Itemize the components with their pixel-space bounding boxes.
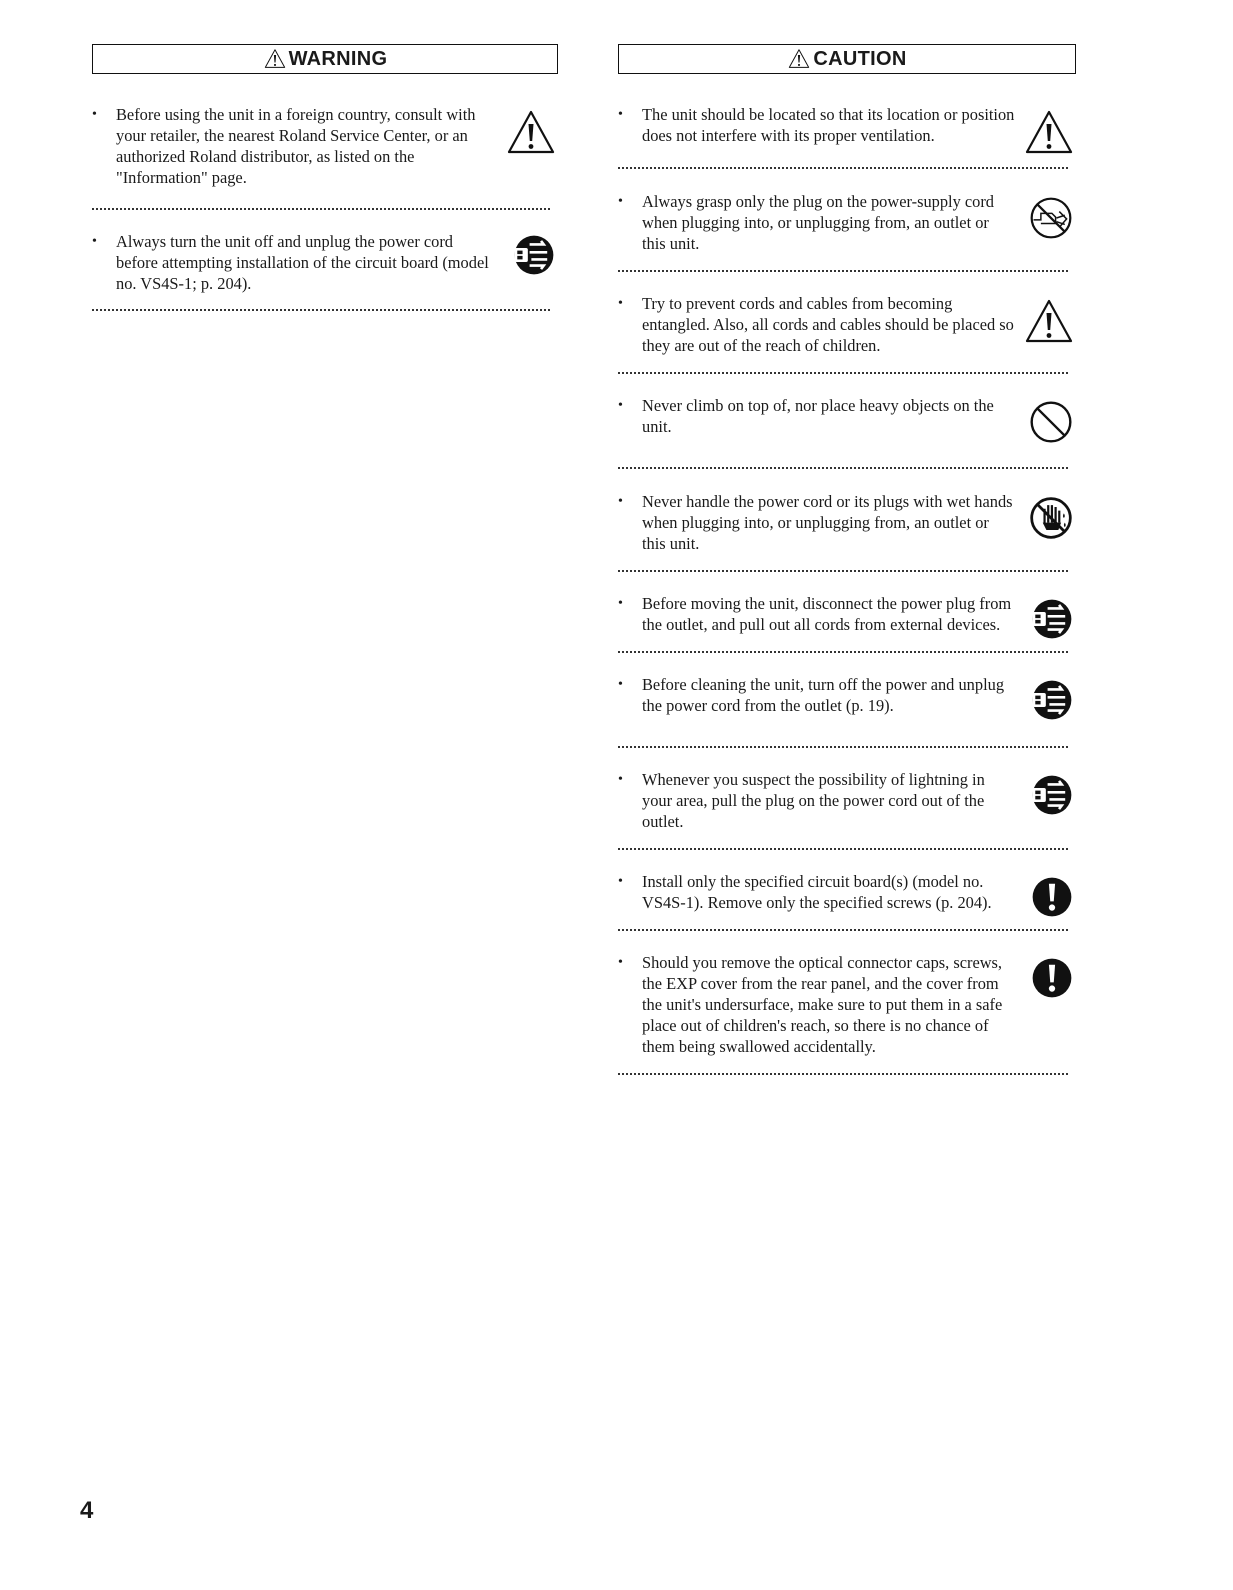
unplug-icon	[1030, 597, 1074, 641]
item-text: The unit should be located so that its location or position does not interfere with its proper ventilation.	[642, 105, 1015, 145]
list-item: • Before moving the unit, disconnect the power plug from the outlet, and pull out all cords from external devices.	[618, 593, 1076, 635]
divider	[92, 208, 550, 210]
item-text: Try to prevent cords and cables from becoming entangled. Also, all cords and cables should be placed so they are out of the reach of children.	[642, 294, 1014, 355]
unplug-icon	[1030, 773, 1074, 817]
item-text: Never handle the power cord or its plugs with wet hands when plugging into, or unplugging from, an outlet or this unit.	[642, 492, 1013, 553]
list-item: • Always turn the unit off and unplug the power cord before attempting installation of the circuit board (model no. VS4S-1; p. 204).	[92, 231, 558, 294]
mandatory-action-icon	[1030, 956, 1074, 1000]
divider	[618, 746, 1068, 748]
item-text: Before moving the unit, disconnect the power plug from the outlet, and pull out all cords from external devices.	[642, 594, 1012, 634]
list-item: • Whenever you suspect the possibility of lightning in your area, pull the plug on the power cord out of the outlet.	[618, 769, 1076, 832]
item-text: Whenever you suspect the possibility of lightning in your area, pull the plug on the power cord out of the outlet.	[642, 770, 985, 831]
caution-triangle-icon	[1024, 297, 1074, 347]
list-item: • Never climb on top of, nor place heavy objects on the unit.	[618, 395, 1076, 437]
divider	[618, 167, 1068, 169]
list-item: • Should you remove the optical connector caps, screws, the EXP cover from the rear panel, and the cover from the unit's undersurface, make sure to put them in a safe place out of children's reach, so there is no chance of them being swallowed accidentally.	[618, 952, 1076, 1057]
caution-title: CAUTION	[813, 47, 907, 70]
caution-triangle-icon	[506, 108, 556, 158]
mandatory-action-icon	[1030, 875, 1074, 919]
item-text: Install only the specified circuit board(s) (model no. VS4S-1). Remove only the specified screws (p. 204).	[642, 872, 992, 912]
warning-header	[92, 44, 558, 74]
divider	[92, 309, 550, 311]
item-text: Should you remove the optical connector caps, screws, the EXP cover from the rear panel, and the cover from the unit's undersurface, make sure to put them in a safe place out of children's reach, so there is no chance of them being swallowed accidentally.	[642, 953, 1003, 1056]
prohibited-icon	[1028, 399, 1074, 445]
list-item: • Never handle the power cord or its plugs with wet hands when plugging into, or unplugging from, an outlet or this unit.	[618, 491, 1076, 554]
warning-column	[92, 44, 558, 311]
list-item: • Try to prevent cords and cables from becoming entangled. Also, all cords and cables should be placed so they are out of the reach of children.	[618, 293, 1076, 356]
item-text: Before using the unit in a foreign country, consult with your retailer, the nearest Roland Service Center, or an authorized Roland distributor, as listed on the "Information" page.	[116, 105, 476, 187]
divider	[618, 848, 1068, 850]
item-text: Always turn the unit off and unplug the power cord before attempting installation of the circuit board (model no. VS4S-1; p. 204).	[116, 232, 489, 293]
divider	[618, 372, 1068, 374]
caution-column	[618, 44, 1076, 1075]
caution-header	[618, 44, 1076, 74]
divider	[618, 1073, 1068, 1075]
item-text: Before cleaning the unit, turn off the power and unplug the power cord from the outlet (p. 19).	[642, 675, 1005, 715]
list-item: • Install only the specified circuit board(s) (model no. VS4S-1). Remove only the specified screws (p. 204).	[618, 871, 1076, 913]
divider	[618, 929, 1068, 931]
list-item: • Before cleaning the unit, turn off the power and unplug the power cord from the outlet (p. 19).	[618, 674, 1076, 716]
caution-triangle-icon	[263, 48, 287, 70]
item-text: Never climb on top of, nor place heavy objects on the unit.	[642, 396, 994, 436]
divider	[618, 570, 1068, 572]
divider	[618, 270, 1068, 272]
list-item: • Always grasp only the plug on the power-supply cord when plugging into, or unplugging from, an outlet or this unit.	[618, 191, 1076, 254]
page-number: 4	[80, 1497, 94, 1524]
caution-triangle-icon	[1024, 108, 1074, 158]
divider	[618, 651, 1068, 653]
no-wet-hands-icon	[1028, 495, 1074, 541]
unplug-icon	[512, 233, 556, 277]
caution-triangle-icon	[787, 48, 811, 70]
divider	[618, 467, 1068, 469]
item-text: Always grasp only the plug on the power-supply cord when plugging into, or unplugging from, an outlet or this unit.	[642, 192, 995, 253]
warning-title: WARNING	[288, 47, 388, 70]
no-pull-cord-icon	[1028, 195, 1074, 241]
unplug-icon	[1030, 678, 1074, 722]
list-item: • Before using the unit in a foreign country, consult with your retailer, the nearest Roland Service Center, or an authorized Roland distributor, as listed on the "Information" page.	[92, 104, 558, 188]
list-item: • The unit should be located so that its location or position does not interfere with its proper ventilation.	[618, 104, 1076, 146]
